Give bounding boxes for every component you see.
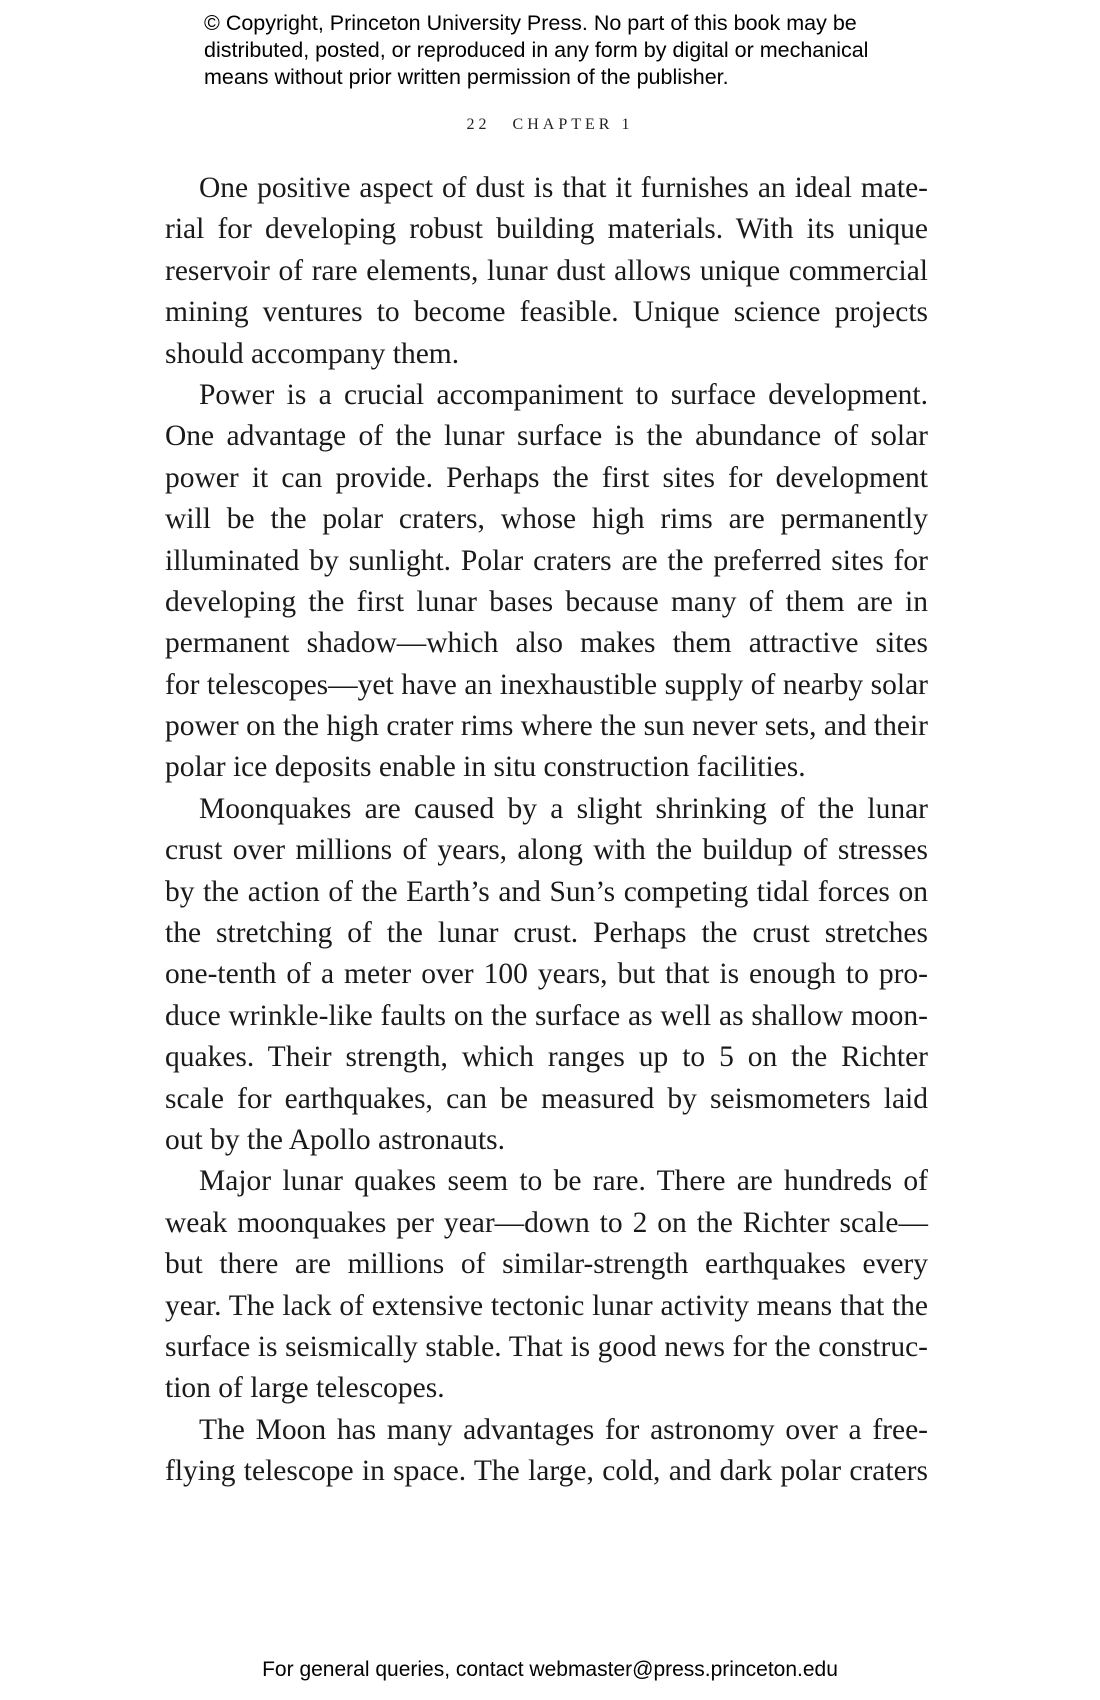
text-line: one-tenth of a meter over 100 years, but that is enough to pro- [165,958,928,991]
text-line: tion of large telescopes. [165,1372,445,1405]
chapter-label: CHAPTER 1 [512,116,634,133]
text-line: surface is seismically stable. That is good news for the construc- [165,1330,928,1363]
text-line: by the action of the Earth’s and Sun’s competing tidal forces on [165,875,928,908]
paragraph [165,168,928,375]
text-line: for telescopes—yet have an inexhaustible supply of nearby solar [165,668,928,701]
text-line: duce wrinkle-like faults on the surface as well as shallow moon- [165,999,928,1032]
copyright-line: distributed, posted, or reproduced in any form by digital or mechanical [204,38,869,62]
text-line: should accompany them. [165,337,460,370]
text-line: rial for developing robust building materials. With its unique [165,213,928,246]
text-line: but there are millions of similar-strength earthquakes every [165,1248,928,1281]
text-line: scale for earthquakes, can be measured by seismometers laid [165,1082,928,1115]
text-line: One advantage of the lunar surface is the abundance of solar [165,420,928,453]
text-line: out by the Apollo astronauts. [165,1123,506,1156]
running-head [0,116,1100,134]
text-line: The Moon has many advantages for astronomy over a free- [199,1413,928,1446]
text-line: Moonquakes are caused by a slight shrinking of the lunar [199,792,928,825]
text-line: illuminated by sunlight. Polar craters are the preferred sites for [165,544,928,577]
paragraph [165,789,928,1162]
text-line: One positive aspect of dust is that it furnishes an ideal mate- [199,172,928,204]
body-text [165,168,928,1493]
page-number: 22 [466,116,491,133]
text-line: Major lunar quakes seem to be rare. There are hundreds of [199,1165,928,1198]
paragraph [165,1161,928,1409]
text-line: polar ice deposits enable in situ construction facilities. [165,751,806,784]
text-line: the stretching of the lunar crust. Perhaps the crust stretches [165,917,928,950]
footer-contact: For general queries, contact webmaster@press.princeton.edu [262,1658,838,1681]
paragraph [165,1410,928,1493]
text-line: quakes. Their strength, which ranges up to 5 on the Richter [165,1041,928,1074]
text-line: reservoir of rare elements, lunar dust allows unique commercial [165,254,928,287]
copyright-notice [204,10,964,91]
text-line: crust over millions of years, along with the buildup of stresses [165,834,928,867]
text-line: Power is a crucial accompaniment to surface development. [199,378,928,411]
text-line: year. The lack of extensive tectonic lunar activity means that the [165,1289,928,1322]
text-line: power on the high crater rims where the sun never sets, and their [165,710,928,743]
text-line: will be the polar craters, whose high rims are permanently [165,503,928,536]
text-line: weak moonquakes per year—down to 2 on the Richter scale— [165,1206,928,1239]
copyright-line: © Copyright, Princeton University Press. No part of this book may be [204,11,857,35]
text-line: power it can provide. Perhaps the first sites for development [165,461,928,494]
text-line: developing the first lunar bases because many of them are in [165,585,928,618]
text-line: mining ventures to become feasible. Unique science projects [165,296,928,329]
copyright-line: means without prior written permission of the publisher. [204,65,729,89]
text-line: permanent shadow—which also makes them attractive sites [165,627,928,660]
paragraph [165,375,928,789]
text-line: flying telescope in space. The large, cold, and dark polar craters [165,1455,928,1488]
